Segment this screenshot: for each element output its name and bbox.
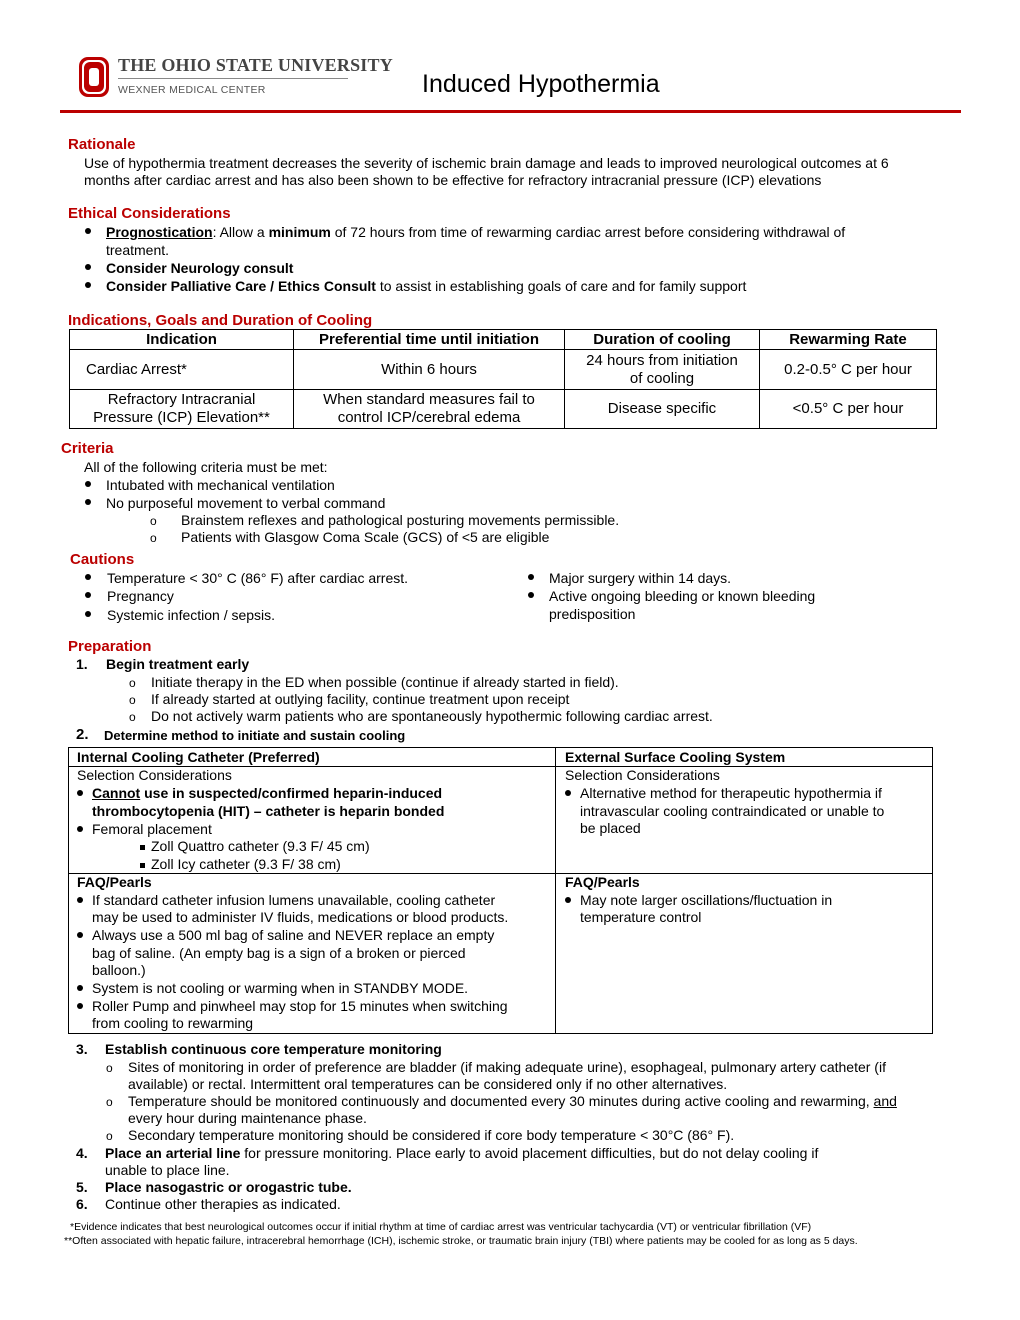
step-1-subitem: Initiate therapy in the ED when possible (continue if already started in field). xyxy=(151,674,619,690)
document-title: Induced Hypothermia xyxy=(422,70,660,98)
internal-faq-item-cont: from cooling to rewarming xyxy=(92,1015,254,1031)
circle-bullet-icon: o xyxy=(129,676,136,690)
step-1-subitem: If already started at outlying facility, continue treatment upon receipt xyxy=(151,691,570,707)
external-selection-item-cont: be placed xyxy=(580,820,641,836)
bullet-icon xyxy=(565,897,571,903)
faq-label: FAQ/Pearls xyxy=(77,874,152,890)
step-2-title: Determine method to initiate and sustain cooling xyxy=(104,728,406,743)
ethical-item-neurology: Consider Neurology consult xyxy=(106,260,294,276)
internal-faq-item: If standard catheter infusion lumens unavailable, cooling catheter xyxy=(92,892,496,908)
footnote-1: *Evidence indicates that best neurological outcomes occur if initial rhythm at time of cardiac arrest was ventricular tachycardia (VT) or ventricular fibrillation (VF) xyxy=(70,1221,812,1233)
bullet-icon xyxy=(85,611,91,617)
external-selection-item-cont: intravascular cooling contraindicated or unable to xyxy=(580,803,885,819)
internal-faq-item-cont: may be used to administer IV fluids, medications or blood products. xyxy=(92,909,509,925)
step-3-subitem: Secondary temperature monitoring should be considered if core body temperature < 30°C (86° F). xyxy=(128,1127,735,1143)
catheter-option: Zoll Quattro catheter (9.3 F/ 45 cm) xyxy=(140,838,370,856)
internal-faq-item-cont: bag of saline. (An empty bag is a sign of a broken or pierced xyxy=(92,945,466,961)
caution-item: Temperature < 30° C (86° F) after cardiac arrest. xyxy=(107,570,409,586)
cell-duration: Disease specific xyxy=(565,390,760,429)
circle-bullet-icon: o xyxy=(106,1095,113,1109)
bullet-icon xyxy=(85,282,91,288)
cell-rewarming: <0.5° C per hour xyxy=(760,390,937,429)
ethical-item-palliative: Consider Palliative Care / Ethics Consult to assist in establishing goals of care and for family support xyxy=(106,278,747,294)
caution-item: Systemic infection / sepsis. xyxy=(107,607,276,623)
criteria-subitem: Brainstem reflexes and pathological posturing movements permissible. xyxy=(181,512,620,528)
internal-selection-item: Femoral placement xyxy=(92,821,212,837)
caution-item: Pregnancy xyxy=(107,588,174,604)
internal-faq-item: Always use a 500 ml bag of saline and NEVER replace an empty xyxy=(92,927,495,943)
step-number: 5. xyxy=(76,1179,88,1195)
caution-item: Major surgery within 14 days. xyxy=(549,570,732,586)
step-number: 2. xyxy=(76,726,89,743)
external-selection-item: Alternative method for therapeutic hypothermia if xyxy=(580,785,882,801)
circle-bullet-icon: o xyxy=(106,1129,113,1143)
cautions-heading: Cautions xyxy=(70,551,135,568)
internal-selection-item-cont: thrombocytopenia (HIT) – catheter is heparin bonded xyxy=(92,803,445,819)
step-5-text: Place nasogastric or orogastric tube. xyxy=(105,1179,352,1195)
criteria-item: Intubated with mechanical ventilation xyxy=(106,477,335,493)
criteria-item: No purposeful movement to verbal command xyxy=(106,495,386,511)
table-row xyxy=(70,390,937,429)
internal-faq-item: Roller Pump and pinwheel may stop for 15 minutes when switching xyxy=(92,998,508,1014)
criteria-intro: All of the following criteria must be met: xyxy=(84,459,328,475)
rationale-line-2: months after cardiac arrest and has also been shown to be effective for refractory intracranial pressure (ICP) elevations xyxy=(84,172,822,188)
table-divider xyxy=(555,748,556,1033)
square-bullet-icon xyxy=(140,863,145,868)
bullet-icon xyxy=(77,932,83,938)
bullet-icon xyxy=(528,574,534,580)
logo-divider xyxy=(118,78,348,79)
circle-bullet-icon: o xyxy=(150,514,157,528)
step-3-subitem-cont: available) or rectal. Intermittent oral temperatures can be considered only if no other alternatives. xyxy=(128,1076,728,1092)
criteria-heading: Criteria xyxy=(61,440,114,457)
col-header-rewarming: Rewarming Rate xyxy=(760,330,937,350)
internal-catheter-header: Internal Cooling Catheter (Preferred) xyxy=(77,749,320,765)
bullet-icon xyxy=(85,499,91,505)
caution-item: Active ongoing bleeding or known bleeding xyxy=(549,588,816,604)
circle-bullet-icon: o xyxy=(150,531,157,545)
bullet-icon xyxy=(77,790,83,796)
step-6-text: Continue other therapies as indicated. xyxy=(105,1196,341,1212)
step-3-subitem: Sites of monitoring in order of preference are bladder (if making adequate urine), esophageal, pulmonary artery catheter (if xyxy=(128,1059,886,1075)
cell-indication: Refractory Intracranial Pressure (ICP) Elevation** xyxy=(70,390,294,429)
osu-block-o-logo xyxy=(79,57,109,97)
step-3-subitem-cont: every hour during maintenance phase. xyxy=(128,1110,367,1126)
ethical-item-prognostication-cont: treatment. xyxy=(106,242,170,258)
cell-time: Within 6 hours xyxy=(294,350,565,390)
col-header-preferential-time: Preferential time until initiation xyxy=(294,330,565,350)
cooling-methods-table xyxy=(68,747,933,1034)
bullet-icon xyxy=(85,228,91,234)
internal-faq-item: System is not cooling or warming when in STANDBY MODE. xyxy=(92,980,469,996)
bullet-icon xyxy=(85,481,91,487)
university-name: THE OHIO STATE UNIVERSITY xyxy=(118,55,393,75)
ethical-heading: Ethical Considerations xyxy=(68,205,231,222)
step-4-text: Place an arterial line for pressure monitoring. Place early to avoid placement difficulties, but do not delay cooling if xyxy=(105,1145,819,1161)
indications-heading: Indications, Goals and Duration of Cooling xyxy=(68,312,373,329)
ethical-item-prognostication: Prognostication: Allow a minimum of 72 hours from time of rewarming cardiac arrest before considering withdrawal of xyxy=(106,224,846,240)
cell-time: When standard measures fail to control ICP/cerebral edema xyxy=(294,390,565,429)
col-header-indication: Indication xyxy=(70,330,294,350)
step-number: 4. xyxy=(76,1145,88,1161)
step-3-subitem: Temperature should be monitored continuously and documented every 30 minutes during active cooling and rewarming, and xyxy=(128,1093,897,1109)
criteria-subitem: Patients with Glasgow Coma Scale (GCS) of <5 are eligible xyxy=(181,529,550,545)
external-faq-item: May note larger oscillations/fluctuation in xyxy=(580,892,833,908)
cell-rewarming: 0.2-0.5° C per hour xyxy=(760,350,937,390)
step-1-title: Begin treatment early xyxy=(106,656,250,672)
square-bullet-icon xyxy=(140,845,145,850)
step-4-text-cont: unable to place line. xyxy=(105,1162,230,1178)
internal-faq-item-cont: balloon.) xyxy=(92,962,146,978)
rationale-line-1: Use of hypothermia treatment decreases the severity of ischemic brain damage and leads to improved neurological outcomes at 6 xyxy=(84,155,889,171)
faq-label: FAQ/Pearls xyxy=(565,874,640,890)
cell-duration: 24 hours from initiation of cooling xyxy=(565,350,760,390)
step-number: 1. xyxy=(76,656,88,672)
footnote-2: **Often associated with hepatic failure, intracerebral hemorrhage (ICH), ischemic stroke, or traumatic brain injury (TBI) where patients may be cooled for as long as 5 days. xyxy=(64,1235,858,1247)
circle-bullet-icon: o xyxy=(106,1061,113,1075)
caution-item-cont: predisposition xyxy=(549,606,636,622)
bullet-icon xyxy=(565,790,571,796)
indications-table xyxy=(69,329,937,429)
rationale-heading: Rationale xyxy=(68,136,136,153)
bullet-icon xyxy=(77,897,83,903)
col-header-duration: Duration of cooling xyxy=(565,330,760,350)
circle-bullet-icon: o xyxy=(129,693,136,707)
external-system-header: External Surface Cooling System xyxy=(565,749,786,765)
bullet-icon xyxy=(77,1003,83,1009)
circle-bullet-icon: o xyxy=(129,710,136,724)
cell-indication: Cardiac Arrest* xyxy=(70,350,294,390)
bullet-icon xyxy=(85,574,91,580)
bullet-icon xyxy=(77,985,83,991)
bullet-icon xyxy=(77,826,83,832)
preparation-heading: Preparation xyxy=(68,638,152,655)
selection-label: Selection Considerations xyxy=(565,767,720,783)
bullet-icon xyxy=(85,592,91,598)
step-number: 3. xyxy=(76,1041,88,1057)
bullet-icon xyxy=(85,264,91,270)
step-number: 6. xyxy=(76,1196,88,1212)
step-3-title: Establish continuous core temperature monitoring xyxy=(105,1041,442,1057)
header-rule xyxy=(60,110,961,113)
selection-label: Selection Considerations xyxy=(77,767,232,783)
table-row xyxy=(70,350,937,390)
bullet-icon xyxy=(528,592,534,598)
catheter-option: Zoll Icy catheter (9.3 F/ 38 cm) xyxy=(140,856,341,874)
medical-center-name: WEXNER MEDICAL CENTER xyxy=(118,84,266,96)
step-1-subitem: Do not actively warm patients who are spontaneously hypothermic following cardiac arrest. xyxy=(151,708,713,724)
internal-selection-item: Cannot use in suspected/confirmed heparin-induced xyxy=(92,785,443,801)
external-faq-item-cont: temperature control xyxy=(580,909,702,925)
